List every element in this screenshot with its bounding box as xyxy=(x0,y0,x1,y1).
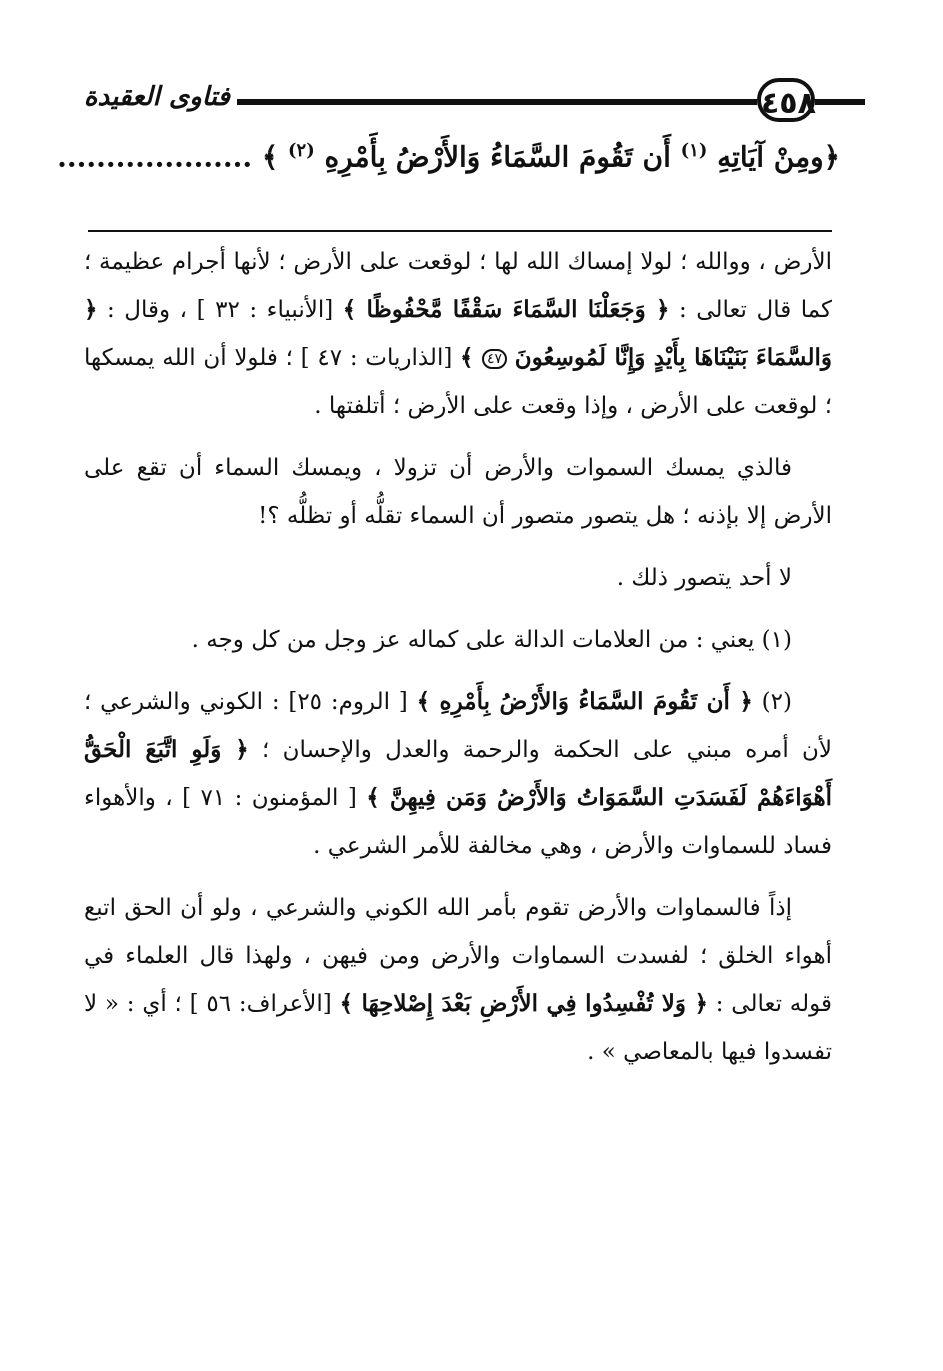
body-text xyxy=(84,238,832,1090)
quran-quote: ﴿ وَجَعَلْنَا السَّمَاءَ سَقْفًا مَّحْفُوظًا ﴾ xyxy=(342,296,670,323)
footnote-1: (١) يعني : من العلامات الدالة على كماله عز وجل من كل وجه . xyxy=(191,627,792,653)
text-run: [ المؤمنون : ٧١ ] ، والأهواء فساد للسماوات والأرض ، وهي مخالفة للأمر الشرعي . xyxy=(84,785,832,859)
quran-quote-end: ﴾ xyxy=(460,344,482,371)
header-rule-right xyxy=(815,99,865,105)
verse-part-1: ﴿ومِنْ آيَاتِهِ xyxy=(717,140,840,174)
paragraph-3: لا أحد يتصور ذلك . xyxy=(616,565,792,591)
paragraph-4 xyxy=(84,884,832,1076)
footnote-ref-2: (٢) xyxy=(288,140,315,161)
ellipsis-dots: .................... xyxy=(57,140,253,174)
page-header xyxy=(80,70,830,130)
verse-part-3: ﴾ xyxy=(261,140,279,174)
text-run: إذاً فالسماوات والأرض تقوم بأمر الله الكوني والشرعي ، ولو أن الحق اتبع أهواء الخلق ؛ لفسدت السماوات والأرض ومن فيهن ، ولهذا قال العلماء في قوله تعالى : xyxy=(84,895,832,1017)
text-run: الأرض ، ووالله ؛ لولا إمساك الله لها ؛ لوقعت على الأرض ؛ لأنها أجرام عظيمة ؛ كما قال تعالى : xyxy=(84,249,832,323)
paragraph-2: فالذي يمسك السموات والأرض أن تزولا ، ويمسك السماء أن تقع على الأرض إلا بإذنه ؛ هل يتصور متصور أن السماء تقلُّه أو تظلُّه ؟! xyxy=(84,455,832,529)
running-title: فتاوى العقيدة xyxy=(83,82,230,112)
page-number: ٤٥٨ xyxy=(757,78,815,122)
divider-line xyxy=(88,230,832,232)
quran-quote: ﴿ وَالسَّمَاءَ بَنَيْنَاهَا بِأَيْدٍ وَإِنَّا لَمُوسِعُونَ xyxy=(84,296,833,371)
quran-quote: ﴿ وَلا تُفْسِدُوا فِي الأَرْضِ بَعْدَ إِصْلاحِهَا ﴾ xyxy=(339,990,708,1017)
text-run: [ الروم: ٢٥] : الكوني والشرعي ؛ لأن أمره مبني على الحكمة والرحمة والعدل والإحسان ؛ xyxy=(84,689,832,763)
verse-part-2: أَن تَقُومَ السَّمَاءُ وَالأَرْضُ بِأَمْرِهِ xyxy=(324,140,671,174)
quran-quote: ﴿ أَن تَقُومَ السَّمَاءُ وَالأَرْضُ بِأَمْرِهِ ﴾ xyxy=(416,688,753,715)
ayah-number-badge: ٤٧ xyxy=(482,349,507,369)
text-run: [الأنبياء : ٣٢ ] ، وقال : xyxy=(97,297,343,323)
verse-heading xyxy=(57,140,840,174)
quran-quote: ﴿ وَلَوِ اتَّبَعَ الْحَقُّ أَهْوَاءَهُمْ لَفَسَدَتِ السَّمَوَاتُ وَالأَرْضُ وَمَن فِيهِنَّ ﴾ xyxy=(84,736,833,811)
footnote-ref-1: (١) xyxy=(680,140,708,161)
footnote-number: (٢) xyxy=(752,689,792,715)
text-run: [الذاريات : ٤٧ ] ؛ فلولا أن الله يمسكها ؛ لوقعت على الأرض ، وإذا وقعت على الأرض ؛ أتلفتها . xyxy=(84,345,832,419)
paragraph-1 xyxy=(84,238,832,430)
text-run: [الأعراف: ٥٦ ] ؛ أي : « لا تفسدوا فيها بالمعاصي » . xyxy=(84,991,832,1065)
header-rule-left xyxy=(237,99,757,105)
footnote-2 xyxy=(84,678,832,870)
